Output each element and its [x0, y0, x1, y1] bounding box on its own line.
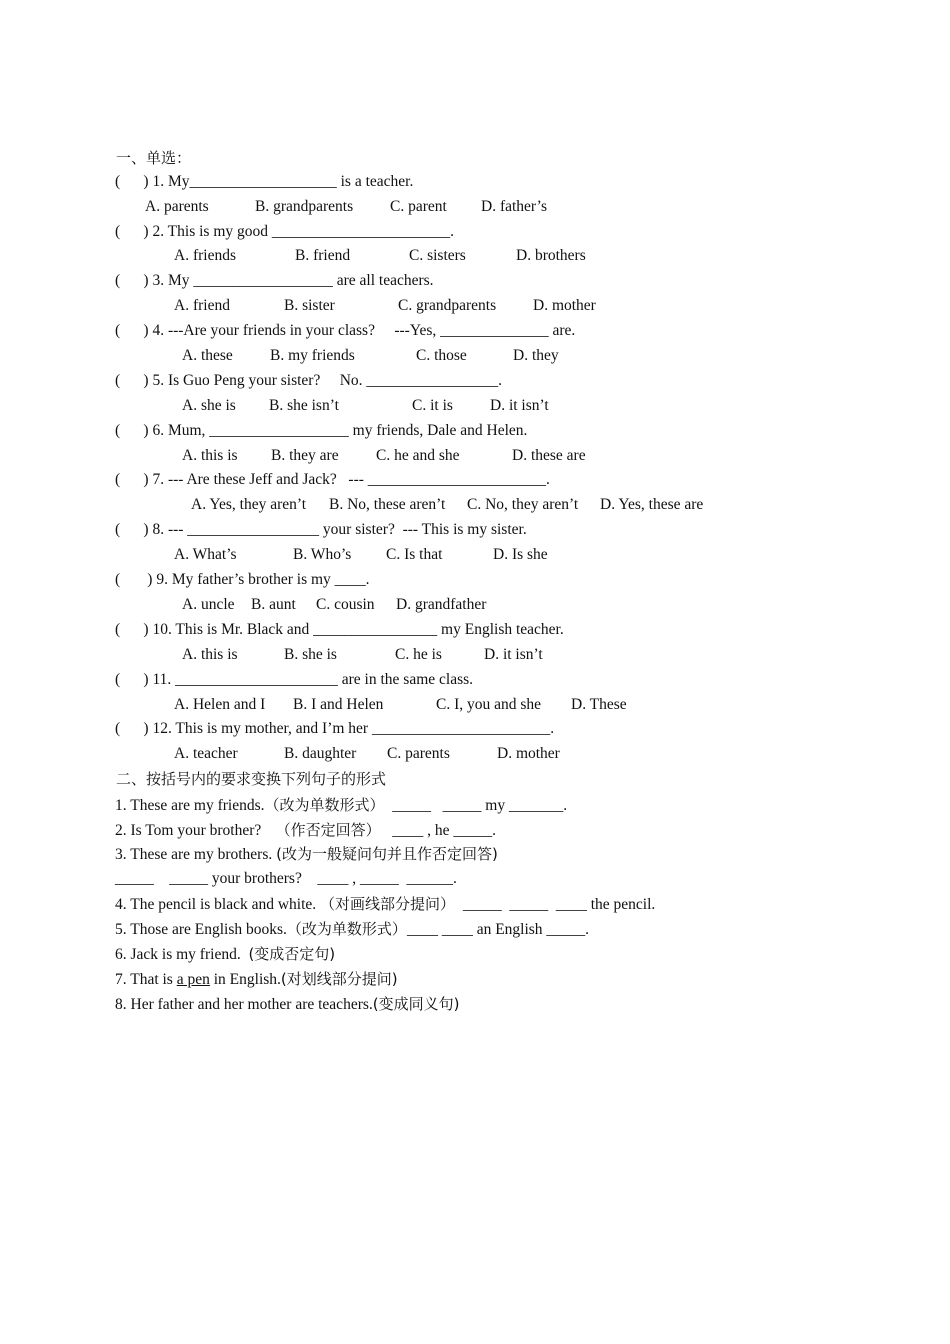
q6-option-c: C. he and she — [376, 447, 460, 464]
underlined-phrase: a pen — [176, 971, 210, 988]
q8-option-b: B. Who’s — [293, 546, 352, 563]
q8-option-c: C. Is that — [386, 546, 443, 563]
q1-option-d: D. father’s — [481, 198, 547, 215]
q8-option-a: A. What’s — [174, 546, 237, 563]
q2-option-c: C. sisters — [409, 247, 466, 264]
q9-option-d: D. grandfather — [396, 596, 487, 613]
q7-option-d: D. Yes, these are — [600, 496, 704, 513]
q3-option-a: A. friend — [174, 297, 230, 314]
question-11: ( ) 11. _____________________ are in the same class. — [115, 671, 474, 688]
question-8: ( ) 8. --- _________________ your sister? --- This is my sister. — [115, 521, 527, 538]
transform-1: 1. These are my friends.（改为单数形式） _____ _____ my _______. — [115, 796, 568, 814]
question-10: ( ) 10. This is Mr. Black and ________________ my English teacher. — [115, 621, 564, 638]
q12-option-c: C. parents — [387, 745, 450, 762]
q5-option-c: C. it is — [412, 397, 453, 414]
transform-2: 2. Is Tom your brother? （作否定回答） ____ , he _____. — [115, 821, 496, 839]
question-1: ( ) 1. My___________________ is a teacher. — [115, 173, 414, 190]
q2-option-b: B. friend — [295, 247, 351, 264]
q7-option-b: B. No, these aren’t — [329, 496, 446, 513]
q6-option-b: B. they are — [271, 447, 339, 464]
section2-heading: 二、按括号内的要求变换下列句子的形式 — [116, 770, 387, 788]
q9-option-c: C. cousin — [316, 596, 375, 613]
transform-5: 5. Those are English books.（改为单数形式）____ ____ an English _____. — [115, 920, 590, 938]
q5-option-b: B. she isn’t — [269, 397, 339, 414]
q4-option-c: C. those — [416, 347, 467, 364]
q7-option-c: C. No, they aren’t — [467, 496, 579, 513]
q3-option-b: B. sister — [284, 297, 335, 314]
q10-option-c: C. he is — [395, 646, 442, 663]
q5-option-a: A. she is — [182, 397, 236, 414]
question-5: ( ) 5. Is Guo Peng your sister? No. _________________. — [115, 372, 503, 389]
q2-option-d: D. brothers — [516, 247, 586, 264]
q11-option-d: D. These — [571, 696, 627, 713]
q3-option-d: D. mother — [533, 297, 596, 314]
transform-3: 3. These are my brothers. (改为一般疑问句并且作否定回答) — [115, 845, 498, 863]
question-12: ( ) 12. This is my mother, and I’m her _______________________. — [115, 720, 555, 737]
q11-option-b: B. I and Helen — [293, 696, 384, 713]
transform-8: 8. Her father and her mother are teachers.(变成同义句) — [115, 995, 460, 1013]
section1-heading: 一、单选： — [116, 149, 192, 167]
q9-option-a: A. uncle — [182, 596, 235, 613]
q4-option-a: A. these — [182, 347, 233, 364]
q2-option-a: A. friends — [174, 247, 236, 264]
question-6: ( ) 6. Mum, __________________ my friends, Dale and Helen. — [115, 422, 528, 439]
q1-option-a: A. parents — [145, 198, 209, 215]
q10-option-b: B. she is — [284, 646, 337, 663]
transform-6: 6. Jack is my friend. (变成否定句) — [115, 945, 336, 963]
q12-option-d: D. mother — [497, 745, 560, 762]
transform-4: 4. The pencil is black and white. （对画线部分提问） _____ _____ ____ the pencil. — [115, 895, 656, 913]
q8-option-d: D. Is she — [493, 546, 548, 563]
question-2: ( ) 2. This is my good _______________________. — [115, 223, 454, 240]
q12-option-b: B. daughter — [284, 745, 357, 762]
transform-3-answer-line: _____ _____ your brothers? ____ , _____ ______. — [115, 870, 457, 887]
question-4: ( ) 4. ---Are your friends in your class? ---Yes, ______________ are. — [115, 322, 576, 339]
q12-option-a: A. teacher — [174, 745, 238, 762]
q1-option-c: C. parent — [390, 198, 447, 215]
q6-option-a: A. this is — [182, 447, 238, 464]
q11-option-a: A. Helen and I — [174, 696, 266, 713]
question-9: ( ) 9. My father’s brother is my ____. — [115, 571, 370, 588]
q7-option-a: A. Yes, they aren’t — [191, 496, 307, 513]
transform-7: 7. That is a pen in English.(对划线部分提问) — [115, 970, 398, 988]
q6-option-d: D. these are — [512, 447, 586, 464]
q5-option-d: D. it isn’t — [490, 397, 549, 414]
q9-option-b: B. aunt — [251, 596, 296, 613]
q1-option-b: B. grandparents — [255, 198, 354, 215]
q4-option-b: B. my friends — [270, 347, 355, 364]
q3-option-c: C. grandparents — [398, 297, 497, 314]
question-7: ( ) 7. --- Are these Jeff and Jack? --- _______________________. — [115, 471, 550, 488]
q10-option-d: D. it isn’t — [484, 646, 543, 663]
q11-option-c: C. I, you and she — [436, 696, 542, 713]
question-3: ( ) 3. My __________________ are all teachers. — [115, 272, 434, 289]
q10-option-a: A. this is — [182, 646, 238, 663]
q4-option-d: D. they — [513, 347, 559, 364]
